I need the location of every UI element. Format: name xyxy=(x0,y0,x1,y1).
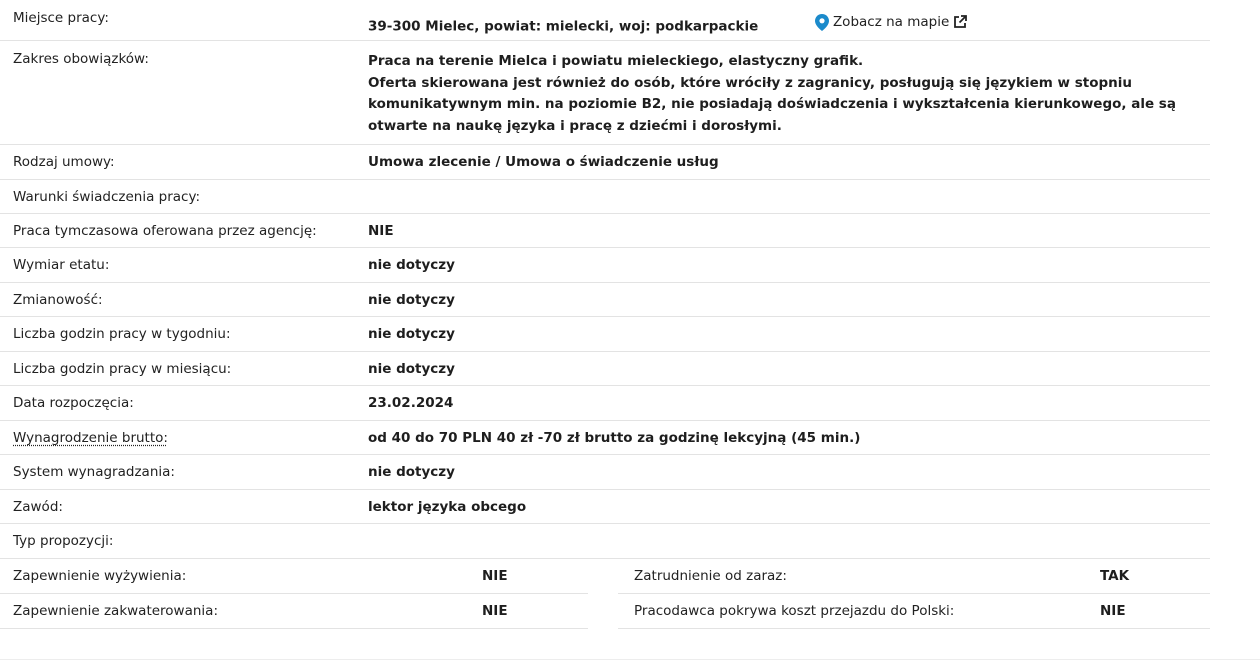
row-value xyxy=(368,180,1210,213)
salary-label-tooltip[interactable]: Wynagrodzenie brutto: xyxy=(13,430,168,446)
row-accommodation xyxy=(0,594,588,629)
row-start-date xyxy=(0,386,1210,421)
show-on-map-link[interactable] xyxy=(815,12,967,32)
location-value: 39-300 Mielec, powiat: mielecki, woj: podkarpackie xyxy=(368,18,759,35)
row-label xyxy=(0,421,368,454)
duties-line-1: Praca na terenie Mielca i powiatu mieleckiego, elastyczny grafik. xyxy=(368,53,864,69)
duties-line-2: Oferta skierowana jest również do osób, które wróciły z zagranicy, posługują się językiem w stopniu komunikatywnym min. na poziomie B2, nie posiadają doświadczenia i wykształcenia kierunkowego, ale są otwarte na naukę języka i pracę z dziećmi i dorosłymi. xyxy=(368,74,1176,134)
row-value: nie dotyczy xyxy=(368,464,455,480)
row-shifts xyxy=(0,283,1210,317)
row-value: 23.02.2024 xyxy=(368,395,454,411)
row-agency xyxy=(0,214,1210,248)
row-value: od 40 do 70 PLN 40 zł -70 zł brutto za godzinę lekcyjną (45 min.) xyxy=(368,430,861,446)
row-location xyxy=(0,0,1210,41)
row-label: Zmianowość: xyxy=(13,292,103,308)
row-label: Zapewnienie wyżywienia: xyxy=(13,568,187,584)
row-duties xyxy=(0,41,1210,145)
map-pin-icon xyxy=(815,14,829,31)
row-value: Umowa zlecenie / Umowa o świadczenie usług xyxy=(368,154,719,170)
row-label: Data rozpoczęcia: xyxy=(13,395,134,411)
row-label: System wynagradzania: xyxy=(13,464,175,480)
extras-right-column xyxy=(618,559,1210,629)
row-hours-month xyxy=(0,352,1210,386)
map-link-label: Zobacz na mapie xyxy=(832,14,950,30)
row-occupation xyxy=(0,490,1210,524)
row-value: TAK xyxy=(1100,568,1130,584)
row-label: Zakres obowiązków: xyxy=(13,51,149,67)
row-value xyxy=(368,524,1210,558)
row-value: nie dotyczy xyxy=(368,292,455,308)
row-label: Praca tymczasowa oferowana przez agencję: xyxy=(13,223,317,239)
row-value: NIE xyxy=(482,603,508,619)
extras-section xyxy=(0,559,1210,629)
row-label: Liczba godzin pracy w miesiącu: xyxy=(13,361,232,377)
row-value: nie dotyczy xyxy=(368,257,455,273)
row-pay-system xyxy=(0,455,1210,490)
section-divider xyxy=(0,659,1260,660)
row-label: Miejsce pracy: xyxy=(13,10,109,26)
row-value: lektor języka obcego xyxy=(368,499,527,515)
row-conditions xyxy=(0,180,1210,214)
row-value xyxy=(368,0,1210,40)
row-food xyxy=(0,559,588,594)
external-link-icon xyxy=(953,15,967,29)
row-label: Liczba godzin pracy w tygodniu: xyxy=(13,326,231,342)
row-contract xyxy=(0,145,1210,180)
row-proposal-type xyxy=(0,524,1210,559)
row-value: NIE xyxy=(368,223,394,239)
row-label: Warunki świadczenia pracy: xyxy=(13,189,201,205)
row-value: nie dotyczy xyxy=(368,361,455,377)
row-value: nie dotyczy xyxy=(368,326,455,342)
row-label: Wymiar etatu: xyxy=(13,257,110,273)
row-fulltime xyxy=(0,248,1210,283)
row-label: Pracodawca pokrywa koszt przejazdu do Polski: xyxy=(634,603,955,619)
row-value: NIE xyxy=(482,568,508,584)
row-value xyxy=(368,41,1210,144)
row-label: Zapewnienie zakwaterowania: xyxy=(13,603,218,619)
row-label: Rodzaj umowy: xyxy=(13,154,115,170)
row-label: Zawód: xyxy=(13,499,63,515)
row-hours-week xyxy=(0,317,1210,352)
row-immediate-start xyxy=(618,559,1210,594)
extras-left-column xyxy=(0,559,588,629)
row-label: Typ propozycji: xyxy=(13,533,114,549)
row-travel-cost xyxy=(618,594,1210,629)
row-value: NIE xyxy=(1100,603,1126,619)
row-salary xyxy=(0,421,1210,455)
row-label: Zatrudnienie od zaraz: xyxy=(634,568,787,584)
